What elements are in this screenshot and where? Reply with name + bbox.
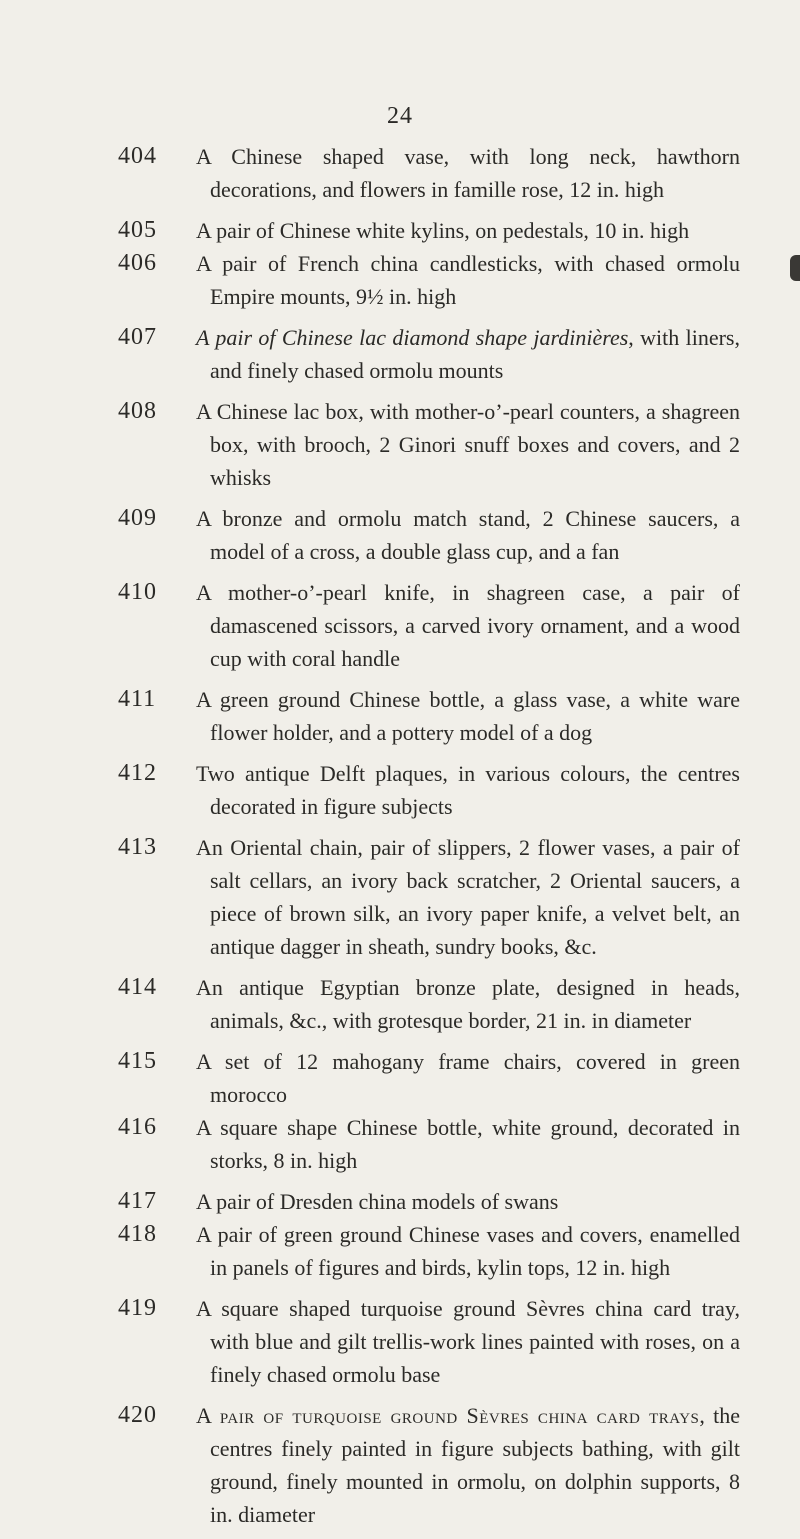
lot-description: A pair of Dresden china models of swans	[196, 1189, 559, 1214]
lot-number: 405	[118, 217, 157, 243]
lot-number: 420	[118, 1402, 157, 1428]
lot-description: A pair of French china candlesticks, with chased ormolu Empire mounts, 9½ in. high	[196, 251, 740, 309]
lot-number: 414	[118, 974, 157, 1000]
lot-entry	[0, 1218, 800, 1284]
lot-number: 404	[118, 143, 157, 169]
lot-number: 410	[118, 579, 157, 605]
lot-entry	[0, 1292, 800, 1391]
lot-entry	[0, 757, 800, 823]
lot-description: Two antique Delft plaques, in various colours, the centres decorated in figure subjects	[196, 761, 740, 819]
lot-number: 415	[118, 1048, 157, 1074]
lot-description-smallcaps-part: A pair of turquoise ground Sèvres china card trays	[196, 1403, 700, 1428]
lot-number: 408	[118, 398, 157, 424]
lot-entry	[0, 214, 800, 247]
lot-entry	[0, 1399, 800, 1531]
lot-entry	[0, 683, 800, 749]
lot-entry	[0, 1185, 800, 1218]
lot-description: A Chinese shaped vase, with long neck, hawthorn decorations, and flowers in famille rose, 12 in. high	[196, 144, 740, 202]
lot-description: A bronze and ormolu match stand, 2 Chinese saucers, a model of a cross, a double glass cup, and a fan	[196, 506, 740, 564]
lot-number: 417	[118, 1188, 157, 1214]
lot-description: A pair of Chinese lac diamond shape jardinières, with liners, and finely chased ormolu mounts	[196, 325, 740, 383]
lot-description: A set of 12 mahogany frame chairs, covered in green morocco	[196, 1049, 740, 1107]
lot-description: An Oriental chain, pair of slippers, 2 flower vases, a pair of salt cellars, an ivory back scratcher, 2 Oriental saucers, a piece of brown silk, an ivory paper knife, a velvet belt, an antique dagger in sheath, sundry books, &c.	[196, 835, 740, 959]
lot-entry	[0, 831, 800, 963]
lot-number: 412	[118, 760, 157, 786]
lot-description: A mother-o’-pearl knife, in shagreen case, a pair of damascened scissors, a carved ivory ornament, and a wood cup with coral handle	[196, 580, 740, 671]
lot-number: 416	[118, 1114, 157, 1140]
page-edge-mark	[790, 255, 800, 281]
lot-number: 418	[118, 1221, 157, 1247]
lot-entry	[0, 395, 800, 494]
lot-description: A square shape Chinese bottle, white ground, decorated in storks, 8 in. high	[196, 1115, 740, 1173]
lot-number: 413	[118, 834, 157, 860]
lot-entry	[0, 1111, 800, 1177]
lot-description: A pair of Chinese white kylins, on pedestals, 10 in. high	[196, 218, 690, 243]
lot-number: 406	[118, 250, 157, 276]
lot-entry	[0, 247, 800, 313]
lot-entry	[0, 502, 800, 568]
lot-number: 409	[118, 505, 157, 531]
lot-number: 411	[118, 686, 157, 712]
lot-entry	[0, 971, 800, 1037]
lot-entry	[0, 576, 800, 675]
lot-description: A square shaped turquoise ground Sèvres china card tray, with blue and gilt trellis-work lines painted with roses, on a finely chased ormolu base	[196, 1296, 740, 1387]
lot-entry	[0, 1045, 800, 1111]
lot-description: An antique Egyptian bronze plate, designed in heads, animals, &c., with grotesque border, 21 in. in diameter	[196, 975, 740, 1033]
lot-description: A green ground Chinese bottle, a glass vase, a white ware flower holder, and a pottery model of a dog	[196, 687, 740, 745]
lot-description: A Chinese lac box, with mother-o’-pearl counters, a shagreen box, with brooch, 2 Ginori snuff boxes and covers, and 2 whisks	[196, 399, 740, 490]
page-number: 24	[387, 103, 413, 129]
lot-list	[0, 140, 800, 1539]
lot-description-italic-part: A pair of Chinese lac diamond shape jardinières	[196, 325, 629, 350]
lot-entry	[0, 140, 800, 206]
lot-number: 407	[118, 324, 157, 350]
lot-entry	[0, 321, 800, 387]
lot-number: 419	[118, 1295, 157, 1321]
lot-description: A pair of green ground Chinese vases and covers, enamelled in panels of figures and birds, kylin tops, 12 in. high	[196, 1222, 740, 1280]
lot-description: A pair of turquoise ground Sèvres china card trays, the centres finely painted in figure subjects bathing, with gilt ground, finely mounted in ormolu, on dolphin supports, 8 in. diameter	[196, 1403, 740, 1527]
